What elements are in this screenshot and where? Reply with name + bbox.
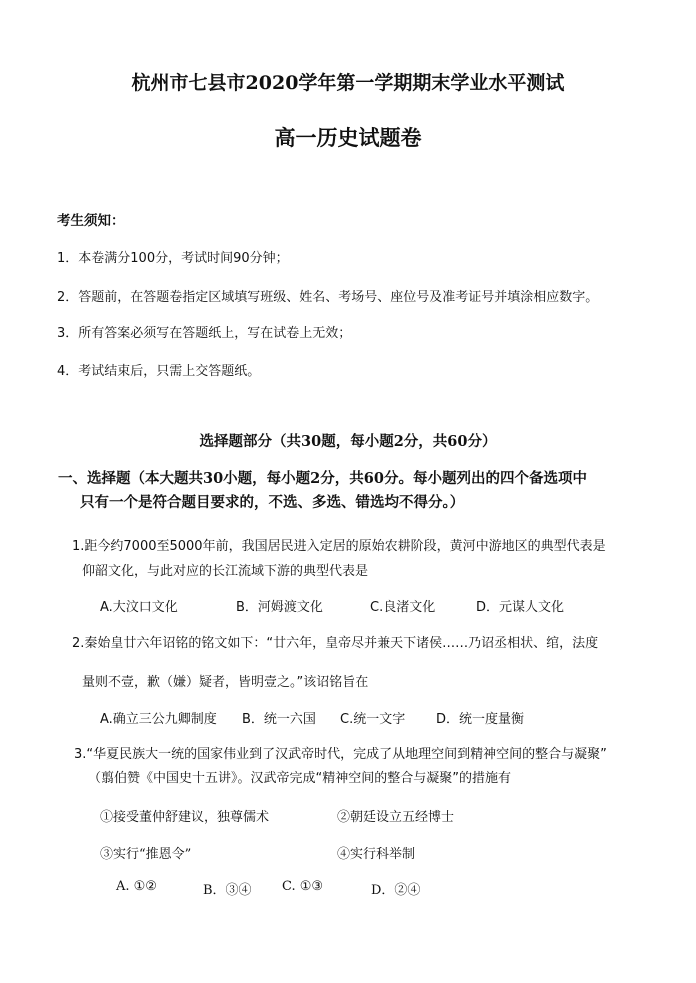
part-instructions — [58, 467, 658, 515]
part-instructions-line1: 一、选择题（本大题共30小题，每小题2分，共60分。每小题列出的四个备选项中 — [58, 470, 587, 487]
question-3-statement-4: ④实行科举制 — [337, 847, 416, 862]
exam-title: 杭州市七县市2020学年第一学期期末学业水平测试 — [131, 72, 565, 94]
notice-item: 4．考试结束后，只需上交答题纸。 — [57, 364, 261, 379]
question-3-option-c[interactable]: C. ①③ — [282, 879, 324, 894]
question-2-option-c[interactable]: C.统一文字 — [340, 712, 406, 727]
notice-item: 2．答题前，在答题卷指定区域填写班级、姓名、考场号、座位号及准考证号并填涂相应数字。 — [57, 290, 599, 305]
question-3-stem-line1: 3.“华夏民族大一统的国家伟业到了汉武帝时代，完成了从地理空间到精神空间的整合与凝聚” — [74, 747, 607, 762]
question-1-option-b[interactable]: B．河姆渡文化 — [236, 600, 323, 615]
notice-item: 3．所有答案必须写在答题纸上，写在试卷上无效； — [57, 326, 352, 341]
question-1-stem-line1: 1.距今约7000至5000年前，我国居民进入定居的原始农耕阶段，黄河中游地区的典型代表是 — [72, 539, 606, 554]
question-2-option-b[interactable]: B．统一六国 — [242, 712, 316, 727]
question-3-statement-2: ②朝廷设立五经博士 — [337, 810, 455, 825]
exam-subtitle: 高一历史试题卷 — [274, 125, 422, 150]
notice-item: 1．本卷满分100分，考试时间90分钟； — [57, 251, 289, 266]
section-title: 选择题部分（共30题，每小题2分，共60分） — [199, 433, 497, 450]
part-instructions-line2: 只有一个是符合题目要求的，不选、多选、错选均不得分。） — [80, 494, 465, 511]
question-1-option-a[interactable]: A.大汶口文化 — [100, 600, 178, 615]
question-3-option-d[interactable]: D．②④ — [371, 883, 421, 898]
question-1-option-d[interactable]: D．元谋人文化 — [476, 600, 565, 615]
question-2-option-d[interactable]: D．统一度量衡 — [436, 712, 525, 727]
question-3-option-b[interactable]: B．③④ — [203, 883, 252, 898]
question-3-statement-1: ①接受董仲舒建议，独尊儒术 — [100, 810, 270, 825]
question-2-option-a[interactable]: A.确立三公九卿制度 — [100, 712, 217, 727]
question-3-option-a[interactable]: A. ①② — [116, 879, 157, 894]
notice-heading: 考生须知： — [57, 213, 125, 229]
question-2-stem-line2: 量则不壹，歉（嫌）疑者，皆明壹之。”该诏铭旨在 — [82, 675, 369, 690]
question-1-option-c[interactable]: C.良渚文化 — [370, 600, 436, 615]
question-3-stem-line2: （翦伯赞《中国史十五讲》。汉武帝完成“精神空间的整合与凝聚”的措施有 — [88, 771, 511, 786]
question-2-stem-line1: 2.秦始皇廿六年诏铭的铭文如下：“廿六年，皇帝尽并兼天下诸侯……乃诏丞相状、绾，法度 — [72, 636, 599, 651]
question-3-statement-3: ③实行“推恩令” — [100, 847, 192, 862]
question-1-stem-line2: 仰韶文化，与此对应的长江流域下游的典型代表是 — [82, 564, 369, 579]
